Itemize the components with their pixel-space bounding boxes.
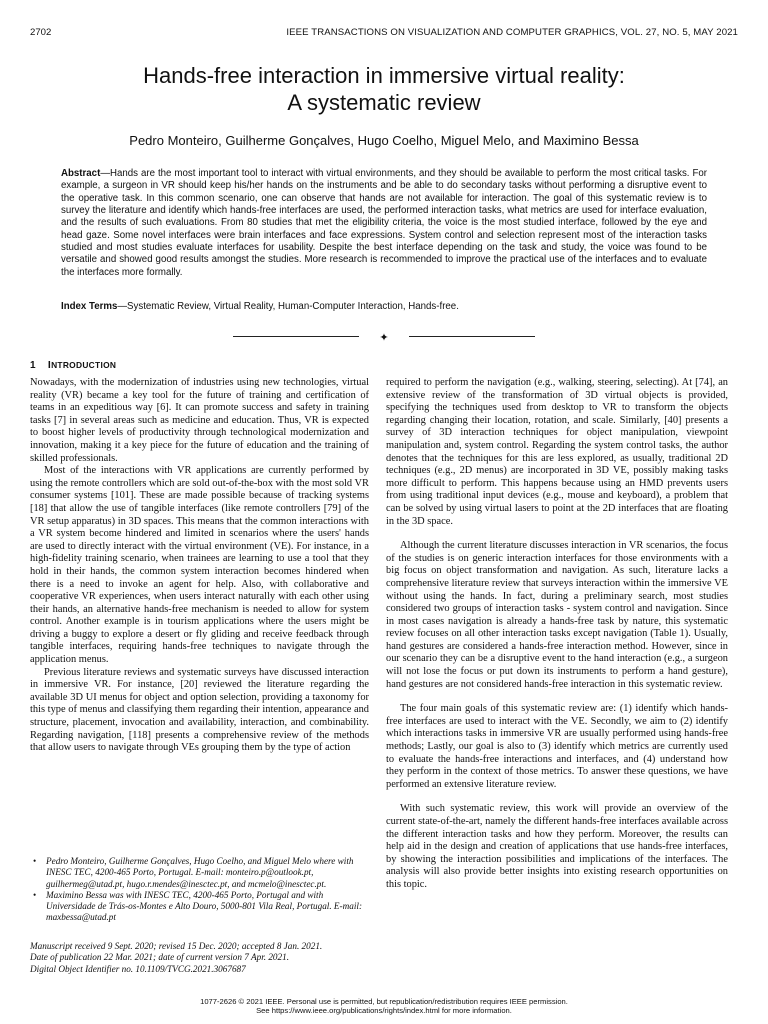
footnote-text-2: Maximino Bessa was with INESC TEC, 4200-465 Porto, Portugal and with Universidade de Trás-os-Montes e Alto Douro, 5000-801 Vila Real, Portugal. E-mail: maxbessa@utad.pt: [46, 889, 362, 923]
author-footnotes: [30, 856, 370, 924]
manuscript-info: [30, 941, 370, 975]
abstract-label: Abstract: [61, 168, 101, 179]
manuscript-received: Manuscript received 9 Sept. 2020; revised 15 Dec. 2020; accepted 8 Jan. 2021.: [30, 941, 323, 951]
index-terms-text: —Systematic Review, Virtual Reality, Human-Computer Interaction, Hands-free.: [117, 301, 459, 312]
section-separator: [233, 330, 535, 344]
author-list: Pedro Monteiro, Guilherme Gonçalves, Hugo Coelho, Miguel Melo, and Maximino Bessa: [129, 133, 639, 148]
footnote-bullet: •: [33, 889, 37, 900]
section-heading: [30, 360, 116, 371]
separator-diamond-icon: ✦: [379, 332, 389, 344]
section-title-rest: NTRODUCTION: [51, 360, 117, 370]
left-paragraph-1: Nowadays, with the modernization of industries using new technologies, virtual reality (VR) became a key tool for the future of training and certification of teams in an expeditious way [6]. It can promote success and safety in training tasks [7] in several areas such as medicine and education. Thus, VR is expected to boost higher levels of productivity through technological modernization and innovation, making it a key piece for the future of education and the training of skilled professionals.: [30, 377, 369, 464]
page-number: 2702: [30, 27, 52, 38]
right-paragraph-1: required to perform the navigation (e.g., walking, steering, selecting). At [74], an extensive review of the transformation of 3D virtual objects is provided, specifying the techniques used from desktop to VR to transform the objects regarding changing their location, rotation, and scale. Similarly, [40] presents a survey of 3D interaction techniques for object manipulation, viewpoint manipulation and, system control. Regarding the system control tasks, the author denotes that the techniques for this are less explored, as usually, traditional 2D techniques (e.g., 2D menus) are incorporated in 3D VE, possibly making tasks more difficult to perform. This happens because using an HMD prevents users from using traditional input devices (e.g., mouse and keyboard), a problem that can be solved by using virtual lasers to point at the 2D interfaces that are floating in the 3D space.: [386, 377, 728, 527]
footnote-text-1: Pedro Monteiro, Guilherme Gonçalves, Hugo Coelho, and Miguel Melo where with INESC TEC, 4200-465 Porto, Portugal. E-mail: monteiro.p@outlook.pt, guilhermeg@utad.pt, hugo.r.mendes@inesctec.pt, and mcmelo@inesctec.pt.: [46, 856, 354, 889]
section-title-initial: I: [47, 360, 52, 371]
copyright-line-2: See https://www.ieee.org/publications/rights/index.html for more information.: [256, 1006, 512, 1015]
separator-line-left: [233, 336, 359, 337]
left-paragraph-2: Most of the interactions with VR applications are currently performed by using the remote controllers which are sold out-of-the-box with the most sold VR consumer systems [101]. These are made possible because of tracking systems [18] that allow the use of tangible interfaces (like remote controllers [79] of the VR setup apparatus) in 3D spaces. This means that the common interactions with a VR system become hindered and limited in scenarios where the users' hands are used to directly interact with the virtual environment (VE). For instance, in a high-fidelity training scenario, when trainees are learning to use a tool that they hold in their hands, the common system interaction becomes hindered when there is a need to invoke an agent for help. Also, with collaborative and cooperative VR experiences, when users interact naturally with each other using their hands, an alternative hands-free mechanism is needed to allow for system control. Another example is in tourism applications where the users might be driving a buggy to explore a desert or fly gliding and receive feedback through tangible interfaces, requiring hands-free techniques to navigate through the application menus.: [30, 465, 369, 666]
index-terms: [61, 301, 707, 313]
footnote-item: [30, 856, 370, 890]
abstract-text: —Hands are the most important tool to interact with virtual environments, and they should be available to perform the most critical tasks. For example, a surgeon in VR should keep his/her hands on the instruments and be able to do secondary tasks without performing a disruptive event to the operative task. In this common scenario, one can observe that hands are not available for interaction. The goal of this systematic review is to survey the literature and identify which hands-free interfaces are used, the performed interaction tasks, what metrics are used for interface evaluation, and the results of such evaluations. From 80 studies that met the eligibility criteria, the voice is the most studied interface, followed by the eye and head gaze. Some novel interfaces were brain interfaces and face expressions. System control and selection represent most of the interaction tasks studied and most studies evaluate interfaces for usability. Despite the best interface depending on the task and study, the voice was found to be versatile and showed good results amongst the studies. More research is recommended to improve the practical use of the interfaces and to evaluate the interfaces more formally.: [61, 168, 707, 278]
separator-line-right: [409, 336, 535, 337]
section-number: 1: [30, 360, 36, 371]
manuscript-publication: Date of publication 22 Mar. 2021; date of current version 7 Apr. 2021.: [30, 952, 290, 963]
footnote-item: [30, 890, 370, 924]
index-terms-label: Index Terms: [61, 301, 118, 312]
manuscript-doi: Digital Object Identifier no. 10.1109/TVCG.2021.3067687: [30, 963, 246, 974]
title-line-1: Hands-free interaction in immersive virtual reality:: [143, 63, 625, 88]
paper-title: [60, 62, 708, 116]
running-head: [30, 27, 738, 41]
left-column: [30, 377, 369, 755]
right-paragraph-3: The four main goals of this systematic review are: (1) identify which hands-free interfaces are used to interact with the VE. Secondly, we aim to (2) identify which interactions tasks in immersive VR are usually performed using hands-free methods; Lastly, our goal is also to (3) identify which metrics are currently used to evaluate the hands-free interactions and interfaces, and (4) understand how they perform in the context of those metrics. To answer these questions, we have performed an extensive literature review.: [386, 703, 728, 790]
abstract: [61, 168, 707, 279]
right-column: [386, 377, 728, 892]
copyright-line-1: 1077-2626 © 2021 IEEE. Personal use is permitted, but republication/redistribution requires IEEE permission.: [200, 997, 568, 1006]
left-paragraph-3: Previous literature reviews and systematic surveys have discussed interaction in immersive VR. For instance, [20] reviewed the literature regarding the available 3D UI menus for object and option selection, providing a taxonomy for this type of menus and classifying them regarding their intention, appearance and structure, placement, invocation and availability, interaction, and combinability. Regarding navigation, [118] presents a comprehensive review of the methods that allow users to navigate through VEs grouping them by the type of action: [30, 666, 369, 754]
right-paragraph-4: With such systematic review, this work will provide an overview of the current state-of-the-art, namely the different hands-free interfaces available across the different interaction tasks and how they perform. Moreover, the results can help aid in the design and creation of applications that use hands-free interfaces, by showing the interaction possibilities and implications of the interfaces. The analysis will also provide better insights into existing research opportunities on this topic.: [386, 803, 728, 890]
title-line-2: A systematic review: [287, 90, 481, 115]
copyright-notice: [0, 997, 768, 1015]
footnote-bullet: •: [33, 856, 37, 866]
journal-name: IEEE TRANSACTIONS ON VISUALIZATION AND COMPUTER GRAPHICS, VOL. 27, NO. 5, MAY 2021: [286, 27, 738, 38]
right-paragraph-2: Although the current literature discusses interaction in VR scenarios, the focus of the studies is on generic interaction interfaces for those environments with a big focus on object transformation and navigation. As such, literature lacks a comprehensive literature review that surveys interaction within the immersive VE without using the hands. In fact, during a preliminary search, most studies considered two groups of interaction tasks - system control and navigation. Since in most cases navigation is already a hands-free task by nature, this systematic review focuses on all other interaction tasks except navigation (Table 1). Usually, hand gestures are considered a hands-free interaction method. However, since in our scenario they can be a disruptive event to the hand interaction (e.g., a surgeon will not lose the focus or put down its instruments to perform a hand gesture), hand gestures are not considered hands-free interaction in this systematic review.: [386, 540, 728, 690]
